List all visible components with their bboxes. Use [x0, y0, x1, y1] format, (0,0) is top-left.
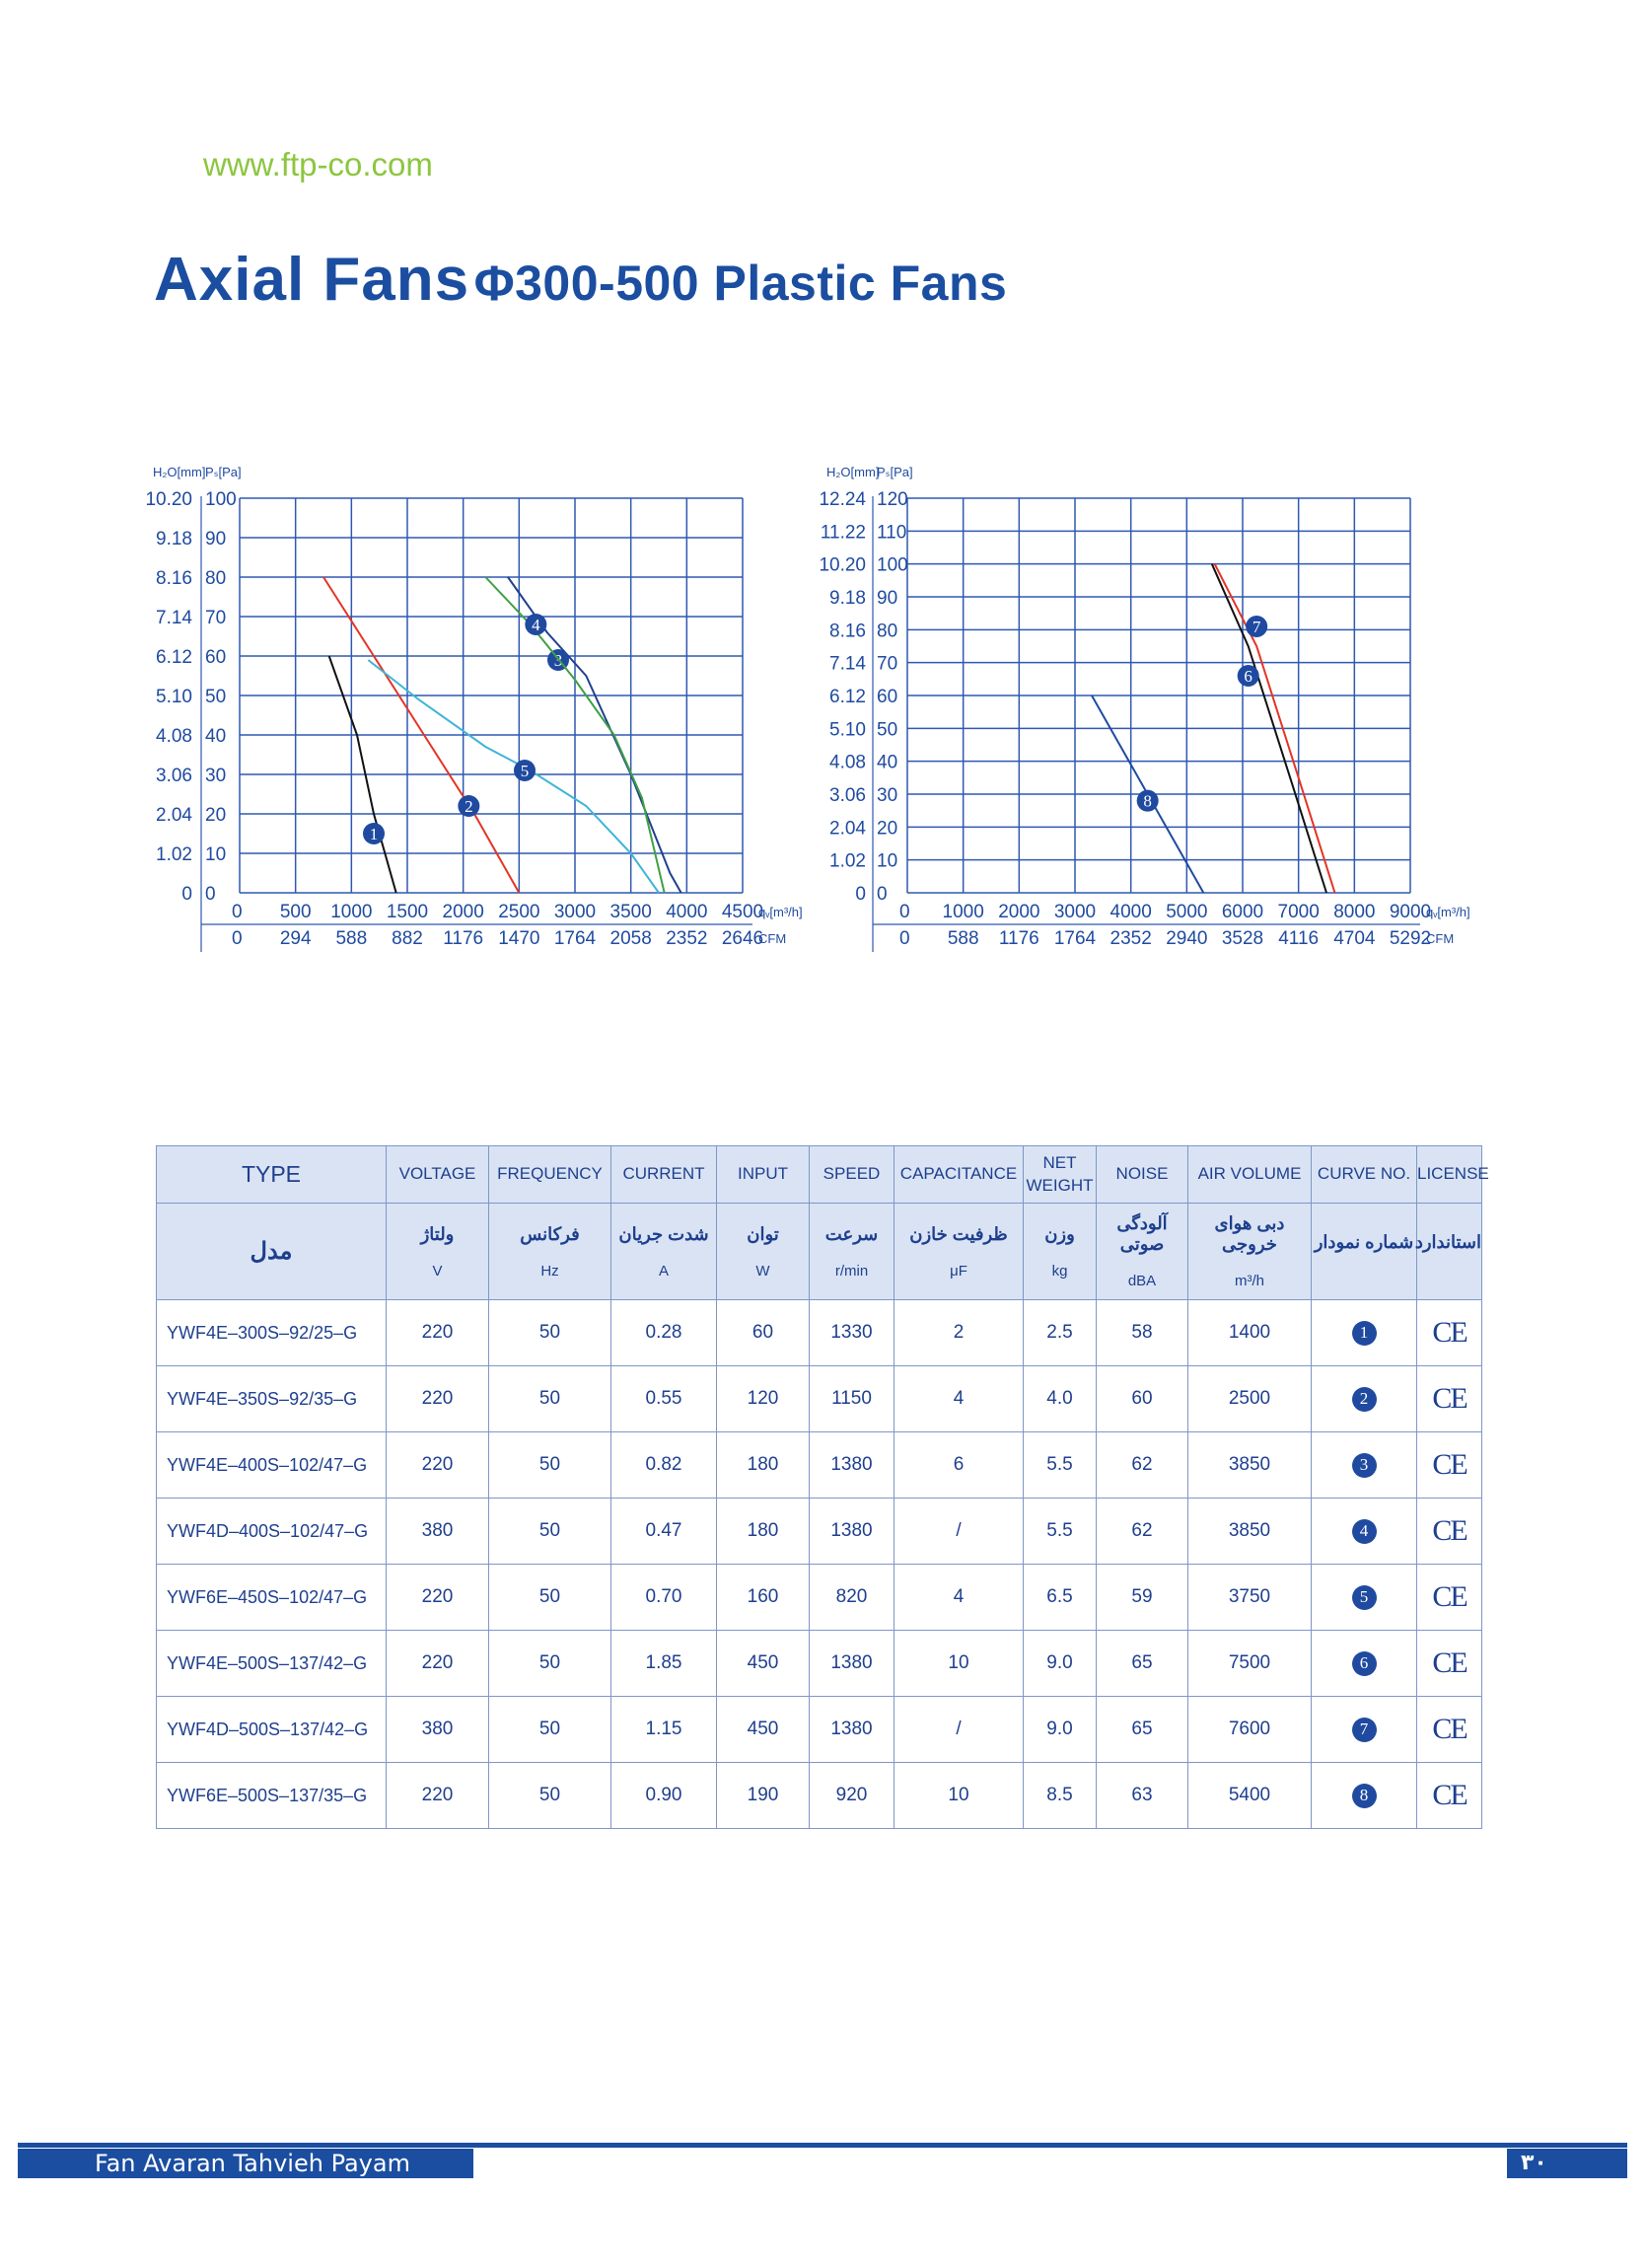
air_volume-cell: 7500	[1188, 1631, 1312, 1697]
y-tick-label-mm: 5.10	[156, 687, 192, 707]
table-row	[157, 1366, 1482, 1432]
y-tick-label-mm: 7.14	[156, 608, 192, 628]
performance-chart-left-svg	[128, 459, 838, 962]
capacitance-cell: 6	[895, 1432, 1024, 1499]
y-tick-label-pa: 80	[877, 621, 898, 642]
table-row	[157, 1499, 1482, 1565]
header-unit: V	[432, 1262, 443, 1280]
license-cell	[1417, 1763, 1482, 1829]
x-tick-label-m3h: 1000	[942, 902, 984, 922]
curve-marker-label: 8	[1143, 791, 1152, 811]
column-header-fa	[1414, 1204, 1482, 1300]
curve-badge: 3	[1352, 1453, 1377, 1478]
y-tick-label-mm: 8.16	[156, 568, 192, 589]
x-tick-label-m3h: 6000	[1221, 902, 1264, 922]
y-tick-label-pa: 0	[205, 884, 216, 905]
speed-cell: 1380	[810, 1432, 895, 1499]
weight-cell: 9.0	[1024, 1697, 1097, 1763]
noise-cell: 58	[1097, 1300, 1188, 1366]
frequency-cell: 50	[489, 1366, 611, 1432]
voltage-cell: 220	[387, 1631, 489, 1697]
y-tick-label-pa: 90	[205, 529, 227, 549]
column-header-fa	[810, 1204, 895, 1300]
header-unit: m³/h	[1235, 1273, 1264, 1289]
model-cell: YWF4D–400S–102/47–G	[157, 1499, 387, 1565]
model-cell: YWF6E–450S–102/47–G	[157, 1565, 387, 1631]
header-fa-label: آلودگی صوتی	[1116, 1213, 1168, 1254]
header-unit: μF	[950, 1262, 967, 1280]
model-cell: YWF4E–300S–92/25–G	[157, 1300, 387, 1366]
noise-cell: 65	[1097, 1697, 1188, 1763]
weight-cell: 9.0	[1024, 1631, 1097, 1697]
model-cell: YWF4D–500S–137/42–G	[157, 1697, 387, 1763]
voltage-cell: 220	[387, 1366, 489, 1432]
column-header-fa	[387, 1204, 489, 1300]
header-unit: kg	[1051, 1262, 1068, 1280]
y-tick-label-mm: 0	[181, 884, 192, 905]
y-tick-label-pa: 20	[205, 805, 227, 826]
weight-cell: 6.5	[1024, 1565, 1097, 1631]
curve-badge: 8	[1352, 1784, 1377, 1808]
curve-number-cell	[1312, 1763, 1417, 1829]
column-header: FREQUENCY	[489, 1146, 611, 1204]
license-cell	[1417, 1499, 1482, 1565]
capacitance-cell: 4	[895, 1366, 1024, 1432]
model-cell: YWF4E–500S–137/42–G	[157, 1631, 387, 1697]
y-tick-label-mm: 3.06	[156, 766, 192, 786]
y-tick-label-mm: 3.06	[829, 785, 866, 806]
header-fa-label: مدل	[250, 1238, 293, 1265]
column-header: CAPACITANCE	[895, 1146, 1024, 1204]
y-tick-label-pa: 100	[205, 489, 237, 510]
spec-table	[156, 1145, 1489, 1829]
weight-cell: 4.0	[1024, 1366, 1097, 1432]
title-main: Axial Fans	[154, 246, 470, 314]
x-axis-unit-cfm: CFM	[758, 931, 787, 946]
x-tick-label-cfm: 1176	[998, 928, 1039, 949]
column-header-fa	[1312, 1204, 1417, 1300]
input-cell: 190	[717, 1763, 810, 1829]
curve-number-cell	[1312, 1300, 1417, 1366]
license-cell	[1417, 1366, 1482, 1432]
y-tick-label-pa: 30	[877, 785, 898, 806]
speed-cell: 1380	[810, 1697, 895, 1763]
page-number: ۳۰	[1507, 2149, 1627, 2178]
noise-cell: 59	[1097, 1565, 1188, 1631]
curve-marker-label: 2	[465, 797, 473, 816]
performance-chart-right	[799, 459, 1499, 962]
x-tick-label-cfm: 2058	[609, 928, 652, 949]
current-cell: 0.47	[611, 1499, 717, 1565]
x-tick-label-m3h: 0	[232, 902, 243, 922]
x-axis-unit: qᵥ[m³/h]	[1426, 905, 1470, 919]
ce-mark-icon: CE	[1432, 1779, 1467, 1811]
header-unit: Hz	[540, 1262, 559, 1280]
column-header: SPEED	[810, 1146, 895, 1204]
input-cell: 450	[717, 1631, 810, 1697]
x-tick-label-m3h: 5000	[1166, 902, 1208, 922]
table-row	[157, 1300, 1482, 1366]
x-axis-unit: qᵥ[m³/h]	[758, 905, 803, 919]
y-tick-label-mm: 9.18	[829, 588, 866, 609]
current-cell: 1.15	[611, 1697, 717, 1763]
column-header-fa	[1097, 1204, 1188, 1300]
x-tick-label-cfm: 0	[232, 928, 243, 949]
column-header: NOISE	[1097, 1146, 1188, 1204]
frequency-cell: 50	[489, 1432, 611, 1499]
model-cell: YWF4E–400S–102/47–G	[157, 1432, 387, 1499]
performance-chart-left	[128, 459, 838, 962]
column-header-fa	[1024, 1204, 1097, 1300]
air_volume-cell: 3850	[1188, 1432, 1312, 1499]
license-cell	[1417, 1697, 1482, 1763]
input-cell: 160	[717, 1565, 810, 1631]
y-tick-label-mm: 10.20	[145, 489, 192, 510]
curve-marker-label: 4	[532, 616, 540, 634]
ce-mark-icon: CE	[1432, 1448, 1467, 1481]
air_volume-cell: 5400	[1188, 1763, 1312, 1829]
x-tick-label-m3h: 8000	[1333, 902, 1376, 922]
y-tick-label-pa: 110	[877, 522, 907, 544]
x-tick-label-cfm: 1764	[1053, 928, 1097, 949]
speed-cell: 1380	[810, 1499, 895, 1565]
table-row	[157, 1432, 1482, 1499]
header-fa-label: سرعت	[824, 1223, 879, 1244]
voltage-cell: 220	[387, 1565, 489, 1631]
y-axis-unit-pa: Pₛ[Pa]	[877, 465, 913, 479]
column-header-fa	[611, 1204, 717, 1300]
capacitance-cell: 10	[895, 1631, 1024, 1697]
y-tick-label-mm: 2.04	[156, 805, 192, 826]
y-tick-label-pa: 10	[205, 844, 227, 865]
y-tick-label-pa: 90	[877, 588, 898, 609]
x-tick-label-m3h: 500	[279, 902, 312, 922]
x-tick-label-cfm: 5292	[1389, 928, 1432, 949]
x-tick-label-m3h: 7000	[1277, 902, 1320, 922]
y-tick-label-mm: 11.22	[820, 522, 866, 544]
column-header: CURVE NO.	[1312, 1146, 1417, 1204]
y-tick-label-pa: 70	[205, 608, 227, 628]
column-header: INPUT	[717, 1146, 810, 1204]
x-tick-label-cfm: 1176	[443, 928, 484, 949]
table-row	[157, 1565, 1482, 1631]
table-header-fa	[157, 1204, 1482, 1300]
speed-cell: 920	[810, 1763, 895, 1829]
y-tick-label-pa: 70	[877, 653, 898, 675]
air_volume-cell: 3750	[1188, 1565, 1312, 1631]
x-tick-label-m3h: 3500	[609, 902, 652, 922]
ce-mark-icon: CE	[1432, 1514, 1467, 1547]
y-tick-label-mm: 1.02	[829, 850, 866, 872]
speed-cell: 1330	[810, 1300, 895, 1366]
frequency-cell: 50	[489, 1631, 611, 1697]
y-tick-label-pa: 20	[877, 818, 898, 840]
header-unit: r/min	[834, 1262, 869, 1280]
x-tick-label-cfm: 0	[899, 928, 910, 949]
y-tick-label-mm: 9.18	[156, 529, 192, 549]
x-tick-label-cfm: 3528	[1221, 928, 1264, 949]
x-tick-label-cfm: 4116	[1278, 928, 1320, 949]
x-tick-label-m3h: 9000	[1389, 902, 1432, 922]
header-unit: W	[755, 1262, 770, 1280]
x-axis-unit-cfm: CFM	[1426, 931, 1455, 946]
voltage-cell: 220	[387, 1432, 489, 1499]
frequency-cell: 50	[489, 1763, 611, 1829]
voltage-cell: 380	[387, 1697, 489, 1763]
curve-marker-label: 7	[1252, 618, 1261, 636]
header-fa-label: ولتاژ	[420, 1223, 455, 1244]
curve-number-cell	[1312, 1366, 1417, 1432]
x-tick-label-cfm: 2940	[1166, 928, 1208, 949]
y-tick-label-mm: 10.20	[819, 554, 866, 576]
noise-cell: 63	[1097, 1763, 1188, 1829]
title-sub: Φ300-500 Plastic Fans	[473, 256, 1008, 311]
ce-mark-icon: CE	[1432, 1580, 1467, 1613]
y-tick-label-mm: 6.12	[829, 687, 866, 707]
license-cell	[1417, 1565, 1482, 1631]
curve-number-cell	[1312, 1499, 1417, 1565]
frequency-cell: 50	[489, 1499, 611, 1565]
air_volume-cell: 3850	[1188, 1499, 1312, 1565]
x-tick-label-cfm: 588	[335, 928, 368, 949]
y-tick-label-mm: 1.02	[156, 844, 192, 865]
table-row	[157, 1697, 1482, 1763]
header-fa-label: فرکانس	[520, 1223, 580, 1244]
weight-cell: 5.5	[1024, 1432, 1097, 1499]
header-fa-label: وزن	[1044, 1223, 1075, 1244]
curve-badge: 5	[1352, 1585, 1377, 1610]
noise-cell: 60	[1097, 1366, 1188, 1432]
x-tick-label-cfm: 1470	[498, 928, 540, 949]
y-axis-unit-mm: H₂O[mm]	[153, 465, 206, 479]
x-tick-label-m3h: 3000	[1053, 902, 1097, 922]
y-tick-label-pa: 0	[877, 884, 888, 905]
curve-number-cell	[1312, 1697, 1417, 1763]
y-tick-label-mm: 4.08	[829, 752, 866, 773]
curve-marker-label: 6	[1244, 667, 1252, 686]
y-tick-label-mm: 12.24	[819, 489, 866, 510]
page-title	[154, 245, 1007, 315]
curve-marker-label: 1	[369, 825, 379, 843]
header-unit: dBA	[1127, 1273, 1157, 1289]
air_volume-cell: 2500	[1188, 1366, 1312, 1432]
curve-badge: 1	[1352, 1321, 1377, 1346]
capacitance-cell: /	[895, 1499, 1024, 1565]
column-header-fa	[489, 1204, 611, 1300]
curve-number-cell	[1312, 1565, 1417, 1631]
air_volume-cell: 7600	[1188, 1697, 1312, 1763]
y-tick-label-pa: 40	[877, 752, 898, 773]
ce-mark-icon: CE	[1432, 1382, 1467, 1415]
x-tick-label-cfm: 1764	[553, 928, 597, 949]
speed-cell: 1380	[810, 1631, 895, 1697]
column-header: NET WEIGHT	[1024, 1146, 1097, 1204]
current-cell: 0.55	[611, 1366, 717, 1432]
x-tick-label-m3h: 4000	[1109, 902, 1152, 922]
voltage-cell: 380	[387, 1499, 489, 1565]
header-fa-label: ظرفیت خازن	[909, 1223, 1008, 1244]
y-tick-label-pa: 60	[205, 647, 227, 668]
x-tick-label-cfm: 588	[947, 928, 979, 949]
header-fa-label: شماره نمودار	[1314, 1232, 1414, 1252]
noise-cell: 62	[1097, 1432, 1188, 1499]
performance-chart-right-svg	[799, 459, 1499, 962]
y-tick-label-pa: 50	[205, 687, 227, 707]
header-fa-label: توان	[747, 1223, 779, 1244]
speed-cell: 1150	[810, 1366, 895, 1432]
y-tick-label-mm: 7.14	[829, 653, 866, 675]
current-cell: 0.82	[611, 1432, 717, 1499]
frequency-cell: 50	[489, 1697, 611, 1763]
x-tick-label-cfm: 882	[392, 928, 423, 949]
ce-mark-icon: CE	[1432, 1713, 1467, 1745]
curve-marker-label: 5	[520, 762, 530, 780]
ce-mark-icon: CE	[1432, 1316, 1467, 1349]
curve-badge: 7	[1352, 1718, 1377, 1742]
input-cell: 60	[717, 1300, 810, 1366]
x-tick-label-m3h: 2500	[498, 902, 540, 922]
y-tick-label-mm: 5.10	[829, 719, 866, 741]
curve-marker-label: 3	[553, 651, 563, 670]
column-header: AIR VOLUME	[1188, 1146, 1312, 1204]
x-tick-label-cfm: 4704	[1333, 928, 1376, 949]
x-tick-label-m3h: 3000	[553, 902, 597, 922]
column-header-fa	[157, 1204, 387, 1300]
y-tick-label-mm: 6.12	[156, 647, 192, 668]
column-header: LICENSE	[1417, 1146, 1482, 1204]
column-header-fa	[1188, 1204, 1312, 1300]
input-cell: 180	[717, 1432, 810, 1499]
column-header: VOLTAGE	[387, 1146, 489, 1204]
curve-number-cell	[1312, 1631, 1417, 1697]
website-url[interactable]: www.ftp-co.com	[203, 146, 433, 183]
input-cell: 120	[717, 1366, 810, 1432]
current-cell: 0.70	[611, 1565, 717, 1631]
capacitance-cell: /	[895, 1697, 1024, 1763]
y-tick-label-mm: 4.08	[156, 726, 192, 747]
y-tick-label-pa: 120	[877, 489, 908, 510]
header-unit: A	[658, 1262, 669, 1280]
curve-badge: 2	[1352, 1387, 1377, 1412]
column-header: CURRENT	[611, 1146, 717, 1204]
curve-badge: 4	[1352, 1519, 1377, 1544]
column-header: TYPE	[157, 1146, 387, 1204]
header-fa-label: دبی هوای خروجی	[1214, 1213, 1285, 1254]
current-cell: 1.85	[611, 1631, 717, 1697]
x-tick-label-m3h: 2000	[998, 902, 1040, 922]
header-fa-label: استاندارد	[1414, 1232, 1481, 1252]
footer-rule	[18, 2143, 1627, 2148]
table-row	[157, 1763, 1482, 1829]
frequency-cell: 50	[489, 1300, 611, 1366]
capacitance-cell: 2	[895, 1300, 1024, 1366]
input-cell: 180	[717, 1499, 810, 1565]
speed-cell: 820	[810, 1565, 895, 1631]
column-header-fa	[895, 1204, 1024, 1300]
x-tick-label-m3h: 1500	[386, 902, 429, 922]
ce-mark-icon: CE	[1432, 1646, 1467, 1679]
weight-cell: 5.5	[1024, 1499, 1097, 1565]
noise-cell: 62	[1097, 1499, 1188, 1565]
y-tick-label-pa: 40	[205, 726, 227, 747]
x-tick-label-m3h: 4000	[666, 902, 708, 922]
license-cell	[1417, 1300, 1482, 1366]
y-tick-label-mm: 8.16	[829, 621, 866, 642]
capacitance-cell: 10	[895, 1763, 1024, 1829]
voltage-cell: 220	[387, 1300, 489, 1366]
current-cell: 0.28	[611, 1300, 717, 1366]
x-tick-label-m3h: 2000	[442, 902, 484, 922]
header-fa-label: شدت جریان	[618, 1223, 709, 1244]
x-tick-label-cfm: 2646	[721, 928, 764, 949]
x-tick-label-m3h: 0	[899, 902, 910, 922]
current-cell: 0.90	[611, 1763, 717, 1829]
y-axis-unit-mm: H₂O[mm]	[826, 465, 880, 479]
voltage-cell: 220	[387, 1763, 489, 1829]
y-tick-label-pa: 50	[877, 719, 898, 741]
x-tick-label-m3h: 1000	[330, 902, 373, 922]
frequency-cell: 50	[489, 1565, 611, 1631]
noise-cell: 65	[1097, 1631, 1188, 1697]
table-row	[157, 1631, 1482, 1697]
weight-cell: 2.5	[1024, 1300, 1097, 1366]
y-tick-label-pa: 30	[205, 766, 227, 786]
x-tick-label-cfm: 294	[279, 928, 312, 949]
weight-cell: 8.5	[1024, 1763, 1097, 1829]
x-tick-label-cfm: 2352	[1109, 928, 1152, 949]
footer-company: Fan Avaran Tahvieh Payam	[18, 2149, 473, 2178]
input-cell: 450	[717, 1697, 810, 1763]
y-tick-label-pa: 80	[205, 568, 227, 589]
model-cell: YWF6E–500S–137/35–G	[157, 1763, 387, 1829]
model-cell: YWF4E–350S–92/35–G	[157, 1366, 387, 1432]
license-cell	[1417, 1432, 1482, 1499]
x-tick-label-m3h: 4500	[721, 902, 764, 922]
air_volume-cell: 1400	[1188, 1300, 1312, 1366]
column-header-fa	[717, 1204, 810, 1300]
y-tick-label-pa: 10	[877, 850, 898, 872]
y-tick-label-mm: 0	[855, 884, 866, 905]
y-tick-label-mm: 2.04	[829, 818, 866, 840]
table-header-en	[157, 1146, 1482, 1204]
license-cell	[1417, 1631, 1482, 1697]
curve-badge: 6	[1352, 1651, 1377, 1676]
capacitance-cell: 4	[895, 1565, 1024, 1631]
x-tick-label-cfm: 2352	[666, 928, 708, 949]
y-tick-label-pa: 100	[877, 554, 908, 576]
y-axis-unit-pa: Pₛ[Pa]	[205, 465, 242, 479]
y-tick-label-pa: 60	[877, 687, 898, 707]
curve-number-cell	[1312, 1432, 1417, 1499]
